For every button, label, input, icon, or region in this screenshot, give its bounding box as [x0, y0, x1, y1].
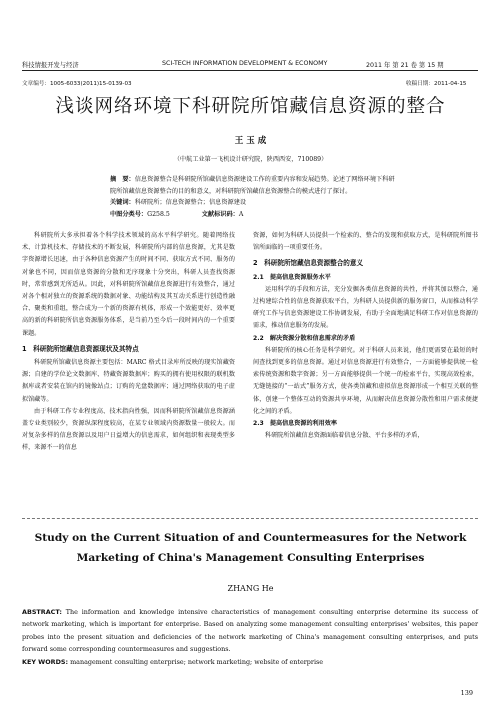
keywords-label: 关键词： [110, 199, 135, 206]
issue-info: 2011 年 第 21 卷 第 15 期 [366, 62, 444, 69]
clc-code: G258.5 [147, 210, 170, 218]
doc-code: A [238, 210, 244, 218]
section-2-heading: 2 科研院所馆藏信息资源整合的意义 [253, 259, 364, 268]
journal-name: 科技情报开发与经济 [22, 62, 79, 69]
abstract [110, 174, 395, 197]
section-1-heading: 1 科研院所馆藏信息资源现状及其特点 [22, 344, 139, 353]
paper-title: 浅谈网络环境下科研院所馆藏信息资源的整合 [55, 96, 446, 117]
paper-author: 王 玉 成 [234, 136, 267, 146]
received-date: 收稿日期：2011-04-15 [406, 81, 467, 87]
english-abstract-text: The information and knowledge intensive characteristics of management consulting enterprise determine its success of network marketing, which is important for enterprise. Based on analyzing some management consulting enterprises' websites, this paper probes into the present situation and deficiencies of the network marketing of China's management consulting enterprises, and puts forward some corresponding countermeasures and suggestions. [22, 608, 478, 654]
keywords-text: 科研院所；信息资源整合；信息资源建设 [134, 199, 247, 206]
keywords [110, 197, 395, 209]
classification [110, 209, 395, 221]
section-2-2-heading: 2.2 解决资源分散和信息需求的矛盾 [253, 334, 356, 342]
author-affiliation: （中航工业第一飞机设计研究院，陕西西安，710089） [173, 156, 328, 163]
section-1-paragraph: 科研院所馆藏信息资源主要包括：MARC 格式目录库所反映的现实馆藏资源；自建的学位论文数据库、特藏资源数据库；购买的拥有使用权限的联机数据库或者安装在馆内的镜像站点；订购的光盘数据库；通过网络获取的电子虚拟馆藏等。 [22, 359, 235, 403]
header-rule [22, 70, 478, 71]
section-2-2-paragraph: 科研院所的核心任务是科学研究。对于科研人员来说，他们更需要在最短的时间查找到更多的信息资源。通过对信息资源进行有效整合，一方面能够提供统一检索传统资源和数字资源；另一方面能够提供一个统一的检索平台，实现高效检索，无缝链接的“一站式”服务方式，使各类馆藏和虚拟信息资源形成一个相互关联的整体，创建一个整体互动的资源共享环境，从而解决信息资源分散性和用户需求便捷化之间的矛盾。 [253, 346, 478, 415]
continued-paragraph: 资源，如何为科研人员提供一个检索的、整合的发现和获取方式，是科研院所图书馆所面临的一项重要任务。 [253, 232, 478, 252]
abstract-label: 摘 要： [110, 176, 135, 183]
english-title-line-2: Marketing of China's Management Consulting Enterprises [76, 552, 425, 564]
english-keywords-label: KEY WORDS: [22, 657, 69, 666]
abstract-text: 信息资源整合是科研院所馆藏信息资源建设工作的重要内容和发展趋势。论述了网络环境下科研院所馆藏信息资源整合的目的和意义，对科研院所馆藏信息资源整合的模式进行了探讨。 [110, 176, 395, 195]
right-column [253, 230, 478, 442]
article-number: 文章编号：1005-6033(2011)15-0139-03 [22, 81, 132, 87]
page-number: 139 [460, 689, 473, 697]
section-2-1-paragraph: 运用科学的手段和方法，充分发掘各类信息资源的共性，并将其加以整合，通过构建综合性的信息资源获取平台，为科研人员提供新的服务窗口，从而推动科学研究工作与信息资源建设工作协调发展，有助于全面地满足科研工作对信息资源的需求，推动信息服务的发展。 [253, 285, 478, 330]
intro-paragraph: 科研院所大多承担着各个科学技术领域的高水平科学研究。随着网络技术、计算机技术、存储技术的不断发展，科研院所内部的信息资源，尤其是数字资源增长迅速，由于各种信息资源产生的时间不同、获取方式不同、服务的对象也不同，因而信息资源的分散和无序现象十分突出，科研人员查找资源时，常常感到无所适从。因此，对科研院所馆藏信息资源进行有效整合，通过对各个相对独立的资源系统的数据对象、功能结构及其互动关系进行创造性融合、聚类和重组，整合成为一个新的资源有机体，形成一个效能更好、效率更高的新的科研院所信息资源服务体系，是当前乃至今后一段时间内的一个重要课题。 [22, 232, 235, 337]
left-column [22, 230, 235, 455]
english-keywords-text: management consulting enterprise; network marketing; website of enterprise [70, 657, 324, 666]
english-abstract-block [22, 606, 478, 668]
journal-name-en: SCI-TECH INFORMATION DEVELOPMENT & ECONOMY [162, 60, 328, 67]
english-title-line-1: Study on the Current Situation of and Countermeasures for the Network [34, 532, 467, 544]
english-author: ZHANG He [227, 584, 274, 593]
english-abstract [22, 606, 478, 656]
section-1-paragraph-2: 由于科研工作专业程度高、技术指向性强，因而科研院所馆藏信息资源涵盖专业类别较少，资源纵深程度较高，在某专业领域内资源数量一般较大。而对复杂多样的信息资源以及用户日益增大的信息需求，如何组织和表现类型多样，来源不一的信息 [22, 407, 235, 452]
section-2-3-paragraph: 科研院所馆藏信息资源面临着信息分散、平台多样的矛盾， [265, 432, 424, 440]
section-2-3-heading: 2.3 提高信息资源的利用效率 [253, 420, 337, 428]
english-abstract-label: ABSTRACT: [22, 608, 62, 616]
doc-code-label: 文献标识码： [201, 210, 239, 218]
english-keywords [22, 656, 478, 668]
section-2-1-heading: 2.1 提高信息资源服务水平 [253, 273, 331, 281]
section-divider [22, 518, 478, 519]
abstract-block [110, 174, 395, 220]
clc-label: 中图分类号： [110, 210, 148, 218]
